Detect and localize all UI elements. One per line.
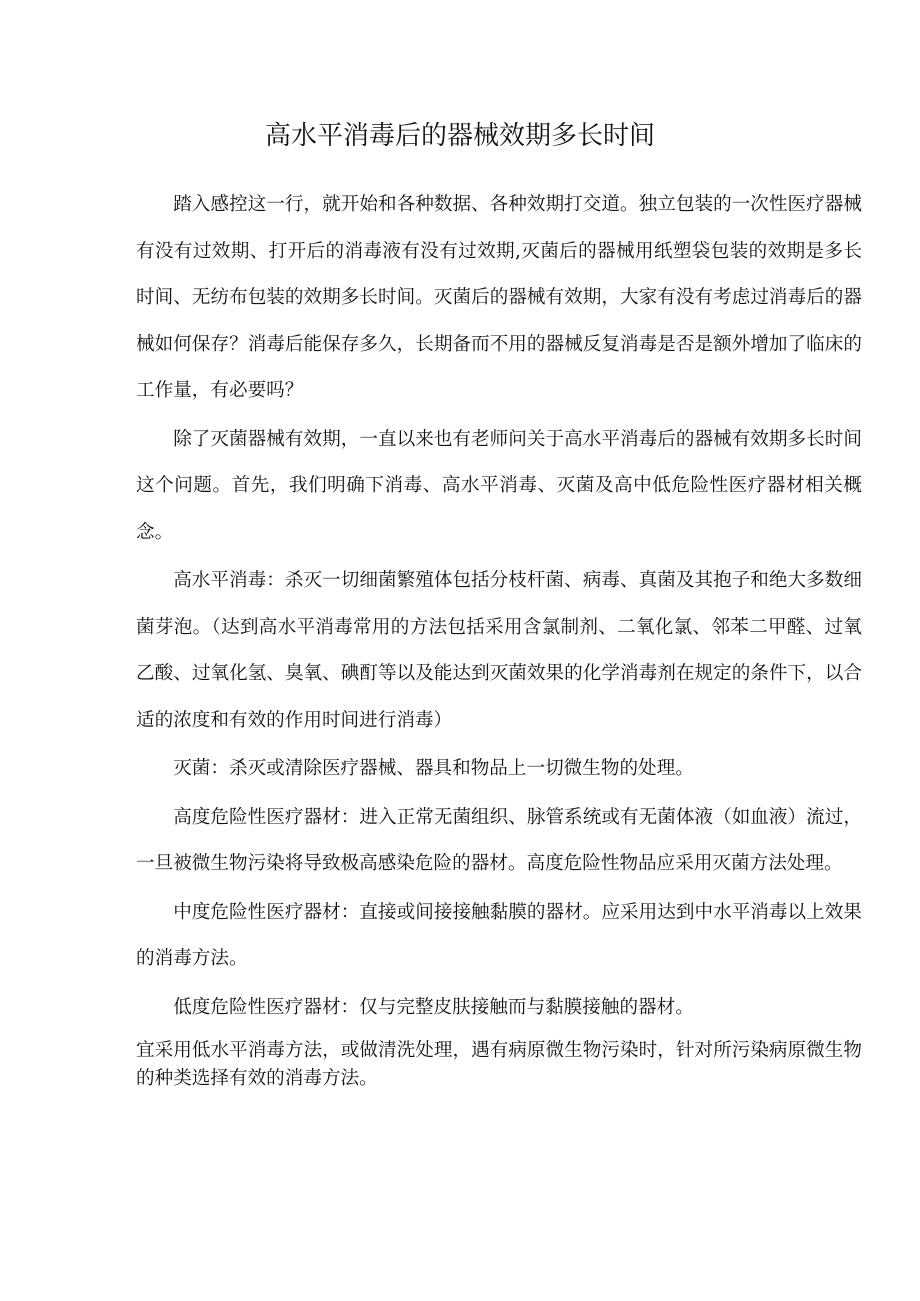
paragraph-low-risk-method: 宜采用低水平消毒方法，或做清洗处理，遇有病原微生物污染时，针对所污染病原微生物的种类选择有效的消毒方法。 (136, 1040, 862, 1089)
paragraph-medium-risk-devices: 中度危险性医疗器材：直接或间接接触黏膜的器材。应采用达到中水平消毒以上效果的消毒方法。 (136, 901, 862, 969)
paragraph-high-level-disinfection: 高水平消毒：杀灭一切细菌繁殖体包括分枝杆菌、病毒、真菌及其抱子和绝大多数细菌芽泡。（达到高水平消毒常用的方法包括采用含氯制剂、二氧化氯、邻苯二甲醛、过氧乙酸、过氧化氢、臭氧、碘酊等以及能达到灭菌效果的化学消毒剂在规定的条件下，以合适的浓度和有效的作用时间进行消毒） (136, 570, 862, 731)
paragraph-high-risk-devices: 高度危险性医疗器材：进入正常无菌组织、脉管系统或有无菌体液（如血液）流过，一旦被微生物污染将导致极高感染危险的器材。高度危险性物品应采用灭菌方法处理。 (136, 806, 862, 874)
paragraph-question: 除了灭菌器械有效期，一直以来也有老师问关于高水平消毒后的器械有效期多长时间这个问题。首先，我们明确下消毒、高水平消毒、灭菌及高中低危险性医疗器材相关概念。 (136, 428, 862, 543)
document-title: 高水平消毒后的器械效期多长时间 (264, 121, 655, 151)
paragraph-intro: 踏入感控这一行，就开始和各种数据、各种效期打交道。独立包装的一次性医疗器械有没有过效期、打开后的消毒液有没有过效期,灭菌后的器械用纸塑袋包装的效期是多长时间、无纺布包装的效期多长时间。灭菌后的器械有效期，大家有没有考虑过消毒后的器械如何保存？消毒后能保存多久，长期备而不用的器械反复消毒是否是额外增加了临床的工作量，有必要吗？ (136, 194, 862, 401)
document-body (136, 182, 862, 1095)
paragraph-sterilization: 灭菌：杀灭或清除医疗器械、器具和物品上一切微生物的处理。 (173, 758, 694, 779)
paragraph-low-risk-devices: 低度危险性医疗器材：仅与完整皮肤接触而与黏膜接触的器材。 (173, 996, 694, 1018)
